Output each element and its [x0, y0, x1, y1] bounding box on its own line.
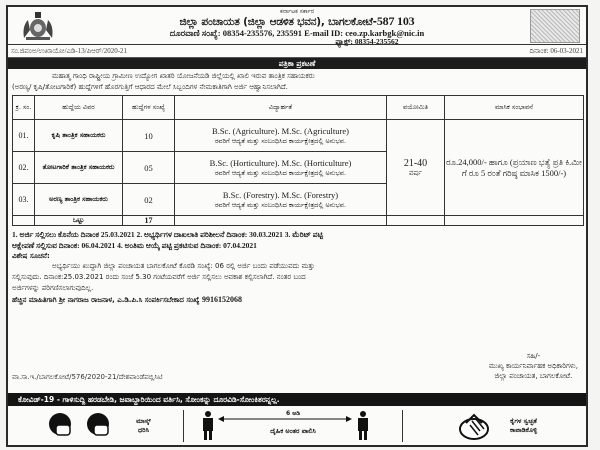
- col-post: ಹುದ್ದೆಯ ವಿವರ: [35, 96, 123, 120]
- qual-en: B.Sc. (Agriculture). M.Sc. (Agriculture): [212, 125, 349, 136]
- office-name-text: ಜಿಲ್ಲಾ ಪಂಚಾಯತ (ಜಿಲ್ಲಾ ಆಡಳಿತ ಭವನ), ಬಾಗಲಕೋಟೆ-: [179, 16, 377, 28]
- qual-kn: ರವರಿಗೆ ಆದ್ಯತೆ ಮತ್ತು ಸಂಬಂಧಿಸಿದ ಕಾರ್ಯಕ್ಷೇತ್ರದಲ್ಲಿ ಅನುಭವ.: [214, 136, 347, 145]
- special-note-title: ವಿಶೇಷ ಸೂಚನೆ:: [12, 252, 50, 260]
- cell-empty: [13, 216, 35, 226]
- col-salary: ಮಾಸಿಕ ಸಂಭಾವನೆ: [445, 96, 584, 120]
- col-qualification: ವಿದ್ಯಾರ್ಹತೆ: [175, 96, 387, 120]
- col-age: ವಯೋಮಿತಿ: [387, 96, 445, 120]
- gandhi-logo-icon: [530, 9, 580, 43]
- table-total-row: [13, 216, 584, 226]
- col-count: ಹುದ್ದೆಗಳ ಸಂಖ್ಯೆ: [123, 96, 175, 120]
- cell-count: 02: [123, 184, 175, 216]
- email-label: E-mail ID:: [304, 28, 344, 38]
- intro-line-1: ಮಹಾತ್ಮ ಗಾಂಧಿ ರಾಷ್ಟ್ರೀಯ ಗ್ರಾಮೀಣ ಉದ್ಯೋಗ ಖಾತರಿ ಯೋಜನೆಯಡಿ ಜಿಲ್ಲೆಯಲ್ಲಿ ಖಾಲಿ ಇರುವ ತಾಂತ್ರಿಕ ಸಹಾಯಕರು: [52, 72, 315, 80]
- email-address: ceo.zp.karbgk@nic.in: [345, 28, 425, 38]
- memo-reference: ವಾ.ಸಾ.ಇ./ಬಾಗಲಕೋಟೆ/576/2020-21/ದೇಶಪಾಂಡೆಪಬ್ಲಿಸಿಟಿ: [12, 373, 163, 381]
- mask-guideline: [8, 406, 183, 446]
- age-unit: ವರ್ಷ: [409, 168, 422, 177]
- date-value: 06-03-2021: [550, 46, 583, 55]
- hand-label-1: ಕೈಗಳ ಸ್ವಚ್ಛತೆ: [510, 417, 537, 425]
- press-release-page: [6, 5, 588, 447]
- signature-block: [489, 351, 578, 381]
- intro-line-2: (ಅರಣ್ಯ/ ಕೃಷಿ/ತೋಟಗಾರಿಕೆ) ಹುದ್ದೆಗಳಿಗೆ ಹೊರಗುತ್ತಿಗೆ ಆಧಾರದ ಮೇಲೆ ಸಿಬ್ಬಂದಿಗಳ ನೇಮಕಾತಿಗಾಗಿ ಅರ್ಜಿ ಆಹ್ವಾನಿಸಲಾಗಿದೆ.: [12, 83, 288, 91]
- handwash-icon: [452, 409, 502, 443]
- hand-label-2: ಕಾಪಾಡಿಕೊಳ್ಳಿ: [509, 426, 538, 434]
- karnataka-emblem-icon: [18, 10, 58, 42]
- cell-empty: [175, 216, 387, 226]
- mask-label-1: ಮಾಸ್ಕ್: [136, 417, 151, 425]
- cell-empty: [445, 216, 584, 226]
- qual-en: B.Sc. (Horticulture). M.Sc. (Horticulture): [209, 157, 352, 168]
- intro-paragraph: [8, 69, 586, 93]
- cell-qualification: [175, 120, 387, 152]
- contact-info: [8, 294, 586, 306]
- cell-count: 05: [123, 152, 175, 184]
- table-row: [13, 120, 584, 152]
- letterhead: [8, 7, 586, 45]
- dates-line-1: 1. ಅರ್ಜಿ ಸಲ್ಲಿಸಲು ಕೊನೆಯ ದಿನಾಂಕ 25.03.2021 2. ಅಭ್ಯರ್ಥಿಗಳ ದಾಖಲಾತಿ ಪರಿಶೀಲನೆ ದಿನಾಂಕ: 30.03.2021 3. ಮೆರಿಟ್ ಪಟ್ಟಿ: [12, 230, 324, 239]
- cell-sl: 02.: [13, 152, 35, 184]
- qual-en: B.Sc. (Forestry). M.Sc. (Forestry): [222, 189, 339, 200]
- cell-sl: 03.: [13, 184, 35, 216]
- date-label: ದಿನಾಂಕ:: [529, 46, 549, 55]
- cell-count: 10: [123, 120, 175, 152]
- reference-row: [8, 45, 586, 58]
- vacancy-table: [12, 95, 584, 226]
- qual-kn: ರವರಿಗೆ ಆದ್ಯತೆ ಮತ್ತು ಸಂಬಂಧಿಸಿದ ಕಾರ್ಯಕ್ಷೇತ್ರದಲ್ಲಿ ಅನುಭವ.: [214, 168, 347, 177]
- cell-salary: ರೂ.24,000/- ಹಾಗೂ (ಪ್ರಯಾಣ ಭತ್ಯೆ ಪ್ರತಿ ಕಿ.ಮೀ ಗೆ ರೂ 5 ರಂತೆ ಗರಿಷ್ಠ ಮಾಸಿಕ 1500/-): [445, 120, 584, 216]
- note-line-2: ಸಲ್ಲಿಸುವುದು. ದಿನಾಂಕ:25.03.2021 ರಂದು ಸಂಜೆ 5.30 ಗಂಟೆಯವರೆಗೆ ಅರ್ಜಿ ಸಲ್ಲಿಸಲು ಅವಕಾಶ ಕಲ್ಪಿಸಲಾಗಿದೆ. ನಂತರ ಬಂದ: [12, 273, 306, 281]
- total-value: 17: [123, 216, 175, 226]
- cell-post: ಅರಣ್ಯ ತಾಂತ್ರಿಕ ಸಹಾಯಕರು: [35, 184, 123, 216]
- mask-label-2: ಧರಿಸಿ: [137, 426, 150, 434]
- office-name: [68, 15, 526, 28]
- table-header-row: [13, 96, 584, 120]
- total-label: ಒಟ್ಟು: [35, 216, 123, 226]
- distance-value: 6 ಅಡಿ: [286, 410, 300, 417]
- phone-number: 08354-235576, 235591: [222, 28, 303, 38]
- cell-empty: [387, 216, 445, 226]
- cell-post: ಕೃಷಿ ತಾಂತ್ರಿಕ ಸಹಾಯಕರು: [35, 120, 123, 152]
- mask-icon: [40, 409, 130, 443]
- cell-qualification: [175, 184, 387, 216]
- pincode: 587 103: [376, 14, 415, 28]
- reference-number: ಸಂ.ಜಿಪಂಅ/ಉಖಾಯೋ/ಎಡಿ-13/ಪಿಆರ್/2020-21: [11, 46, 128, 55]
- note-line-1: ಅಭ್ಯರ್ಥಿಯು ಖುದ್ದಾಗಿ ಜಿಲ್ಲಾ ಪಂಚಾಯತ ಬಾಗಲಕೋಟೆ ಕೊಠಡಿ ಸಂಖ್ಯೆ: 06 ರಲ್ಲಿ ಅರ್ಜಿ ಬಂದು ಪಡೆಯುವದು ಮತ್ತು: [52, 262, 315, 270]
- cell-post: ತೋಟಗಾರಿಕೆ ತಾಂತ್ರಿಕ ಸಹಾಯಕರು: [35, 152, 123, 184]
- special-note: [8, 261, 586, 294]
- fax-number: 08354-235562: [354, 37, 399, 46]
- qual-kn: ರವರಿಗೆ ಆದ್ಯತೆ ಮತ್ತು ಸಂಬಂಧಿಸಿದ ಕಾರ್ಯಕ್ಷೇತ್ರದಲ್ಲಿ ಅನುಭವ.: [214, 200, 347, 209]
- cell-age: [387, 120, 445, 216]
- signature-office: ಜಿಲ್ಲಾ ಪಂಚಾಯತ, ಬಾಗಲಕೋಟೆ.: [494, 372, 573, 380]
- covid-banner: ಕೋವಿಡ್-19 - ಗಾಳಿಸುದ್ದಿ ಹರಡಬೇಡಿ, ಜವಾಬ್ದಾರಿಯಿಂದ ವರ್ತಿಸಿ, ಸೋಂಕನ್ನು ದೂರವಿಡಿ-ಸೋಂಕಿತರನ್ನಲ್ಲ.: [8, 393, 586, 406]
- cell-qualification: [175, 152, 387, 184]
- note-line-3: ಅರ್ಜಿಗಳನ್ನು ಪರಿಗಣಿಸಲಾಗುವುದಿಲ್ಲ.: [12, 284, 94, 292]
- age-limit: 21-40: [403, 157, 428, 169]
- fax-label: ಫ್ಯಾಕ್ಸ್:: [335, 37, 353, 46]
- distance-guideline: [183, 410, 403, 442]
- phone-label: ದೂರವಾಣಿ ಸಂಖ್ಯೆ:: [169, 28, 221, 38]
- dates-line-2: ಆಕ್ಷೇಪಣೆ ಸಲ್ಲಿಸುವ ದಿನಾಂಕ: 06.04.2021 4. ಅಂತಿಮ ಆಯ್ಕೆ ಪಟ್ಟಿ ಪ್ರಕಟಿಸುವ ದಿನಾಂಕ: 07.04.2021: [12, 241, 257, 250]
- important-dates: [8, 226, 586, 251]
- distance-label: ದೈಹಿಕ ಅಂತರ ಪಾಲಿಸಿ: [270, 427, 316, 435]
- contact-line: [68, 28, 526, 38]
- handwash-guideline: [403, 406, 586, 446]
- press-release-title: ಪತ್ರಿಕಾ ಪ್ರಕಟಣೆ: [8, 58, 586, 69]
- cell-sl: 01.: [13, 120, 35, 152]
- fax-line: [68, 38, 526, 46]
- col-sl: ಕ್ರ. ಸಂ.: [13, 96, 35, 120]
- contact-phone: 9916152068: [201, 295, 242, 304]
- govt-line: ಕರ್ನಾಟಕ ಸರ್ಕಾರ: [279, 8, 315, 15]
- reference-date: [529, 47, 583, 56]
- contact-text: ಹೆಚ್ಚಿನ ಮಾಹಿತಿಗಾಗಿ ಶ್ರೀ ನಾಗರಾಜ ರಾಜನಾಳ, ಎ.ಡಿ.ಪಿ.ಸಿ ಸಂಪರ್ಕಿಸಬೇಕಾದ ಸಂಖ್ಯೆ: [12, 296, 200, 304]
- covid-guidelines: [8, 406, 586, 446]
- signature-designation: ಮುಖ್ಯ ಕಾರ್ಯನಿರ್ವಾಹಕ ಅಧಿಕಾರಿಗಳು,: [488, 362, 578, 370]
- signature-sd: ಸಹಿ/-: [526, 352, 541, 360]
